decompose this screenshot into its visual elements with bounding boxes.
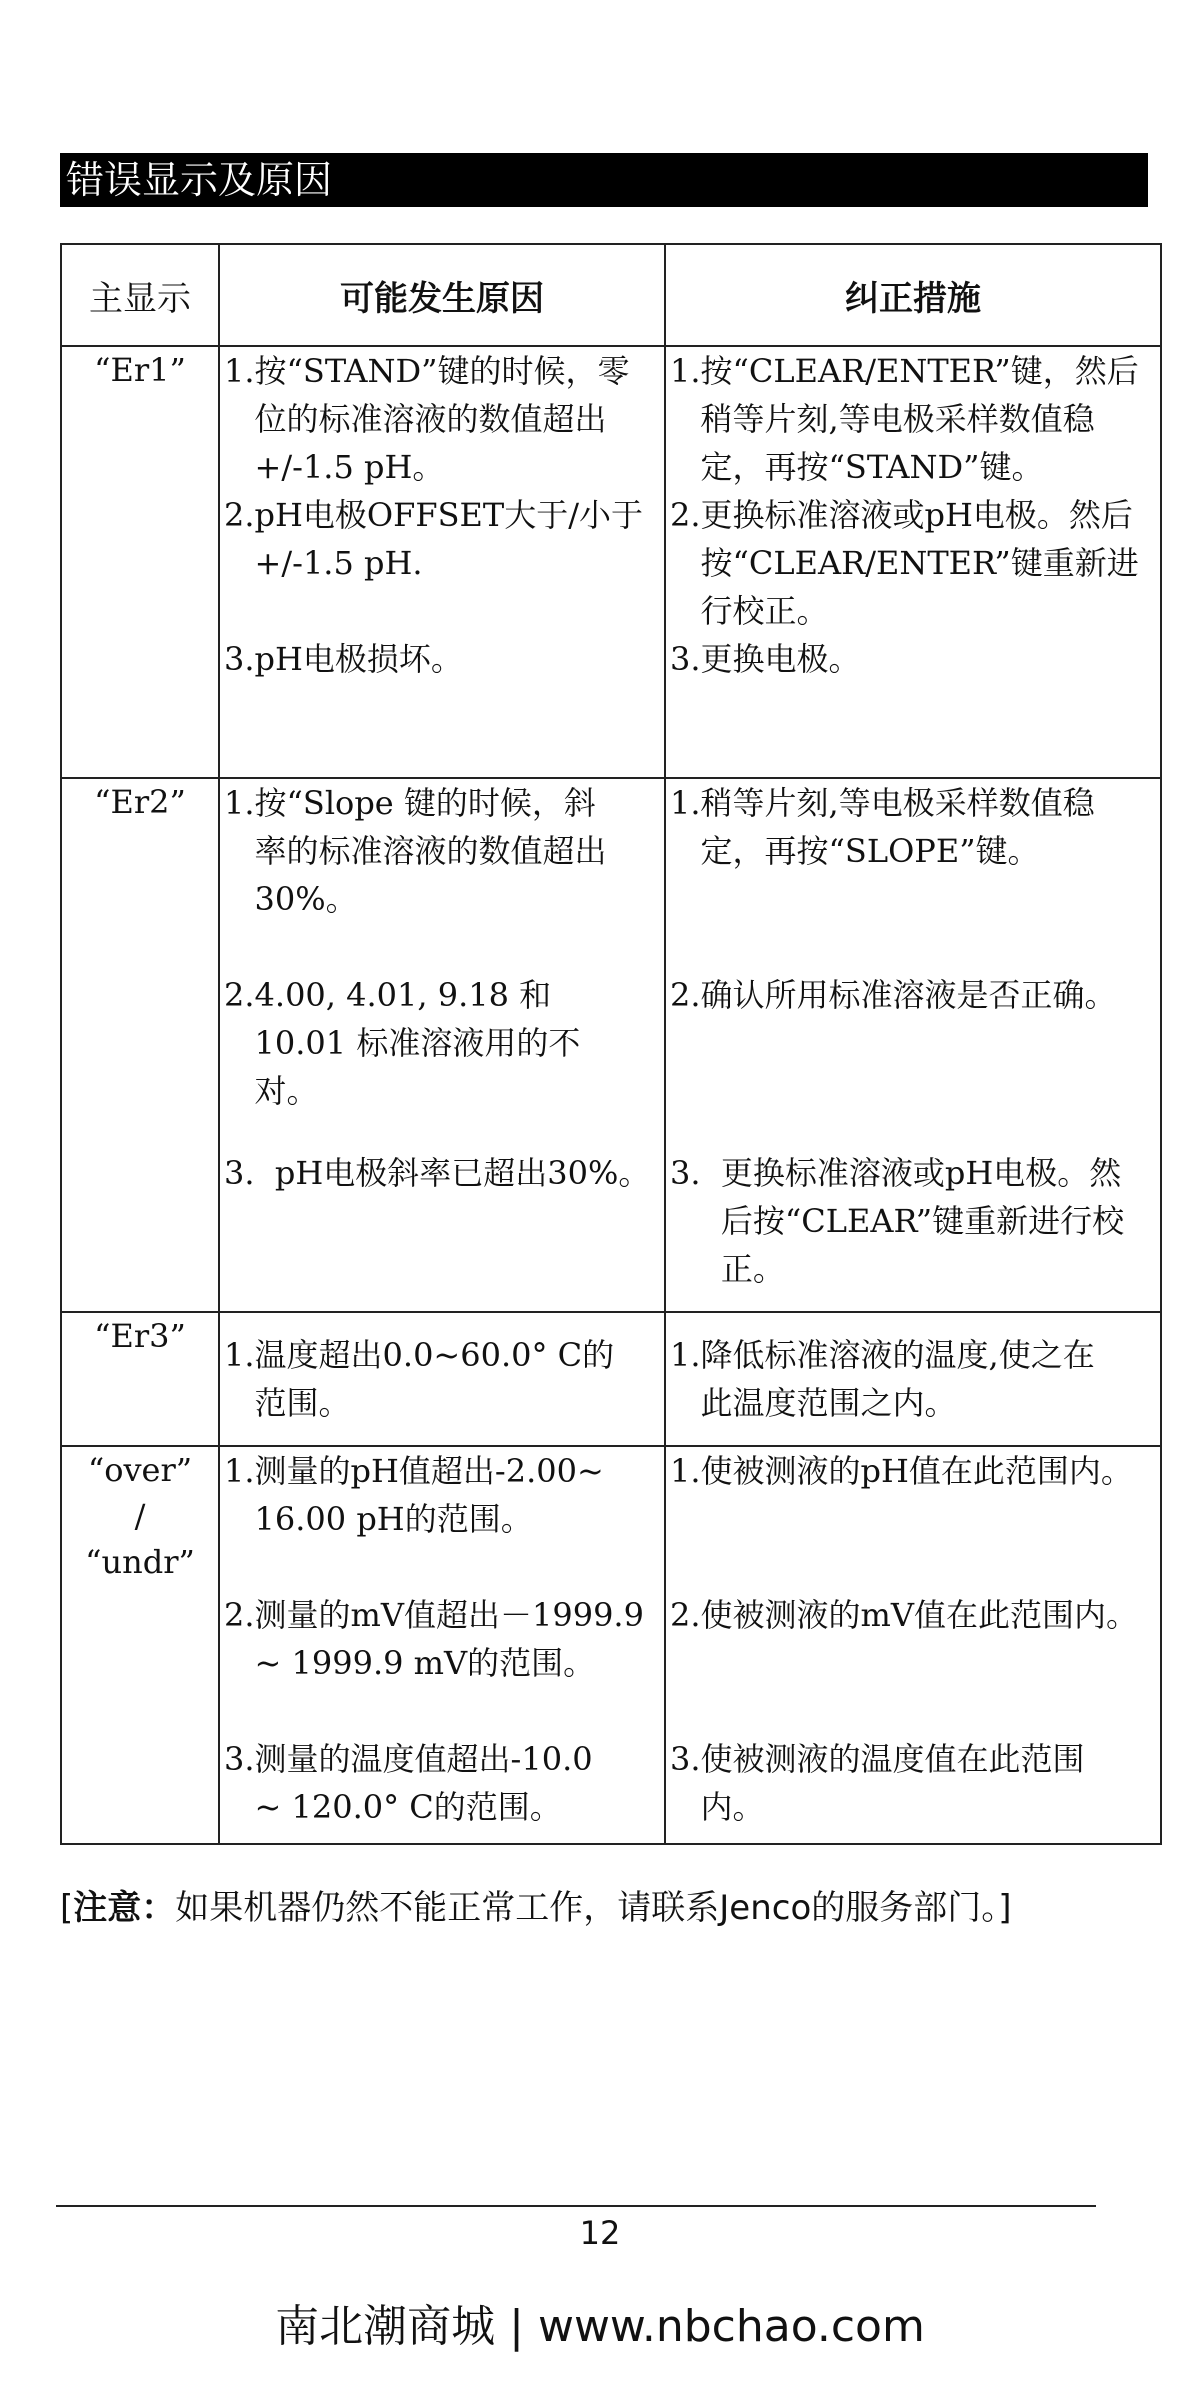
list-item: 3. 更换电极。	[670, 640, 861, 678]
list-item: 1. 温度超出0.0~60.0° C的 范围。	[224, 1336, 615, 1422]
fixes-cell	[665, 1446, 1161, 1844]
list-item: 2. pH电极OFFSET大于/小于 +/-1.5 pH.	[224, 496, 643, 582]
header-main-display: 主显示	[61, 244, 219, 346]
list-item: 3. 测量的温度值超出-10.0 ~ 120.0° C的范围。	[224, 1740, 593, 1826]
note-label: 注意：	[73, 1888, 176, 1928]
note	[60, 1880, 1012, 1929]
causes-cell	[219, 778, 665, 1312]
list-item: 3. pH电极损坏。	[224, 640, 463, 678]
table-row	[61, 1312, 1161, 1446]
table-header-row	[61, 244, 1161, 346]
section-title: 错误显示及原因	[60, 153, 1148, 207]
list-item: 1. 按“Slope 键的时候，斜 率的标准溶液的数值超出 30%。	[224, 784, 607, 918]
causes-cell	[219, 346, 665, 778]
table-row	[61, 346, 1161, 778]
error-code-er3: “Er3”	[61, 1312, 219, 1446]
fixes-cell	[665, 778, 1161, 1312]
list-item: 1. 降低标准溶液的温度,使之在 此温度范围之内。	[670, 1336, 1095, 1422]
causes-cell	[219, 1312, 665, 1446]
error-code-over-undr: “over” / “undr”	[61, 1446, 219, 1844]
causes-cell	[219, 1446, 665, 1844]
header-possible-cause: 可能发生原因	[219, 244, 665, 346]
note-open-bracket: [	[60, 1888, 74, 1928]
list-item: 3. 更换标准溶液或pH电极。然 后按“CLEAR”键重新进行校 正。	[670, 1154, 1125, 1288]
table-row	[61, 778, 1161, 1312]
table-row	[61, 1446, 1161, 1844]
list-item: 2. 使被测液的mV值在此范围内。	[670, 1596, 1138, 1634]
footer-divider	[56, 2205, 1096, 2207]
list-item: 1. 使被测液的pH值在此范围内。	[670, 1452, 1133, 1490]
error-code-er1: “Er1”	[61, 346, 219, 778]
watermark: 南北潮商城 | www.nbchao.com	[275, 2301, 925, 2352]
list-item: 1. 按“CLEAR/ENTER”键，然后 稍等片刻,等电极采样数值稳 定，再按“STAND”键。	[670, 352, 1139, 486]
fixes-cell	[665, 346, 1161, 778]
list-item: 2. 更换标准溶液或pH电极。然后 按“CLEAR/ENTER”键重新进 行校正。	[670, 496, 1139, 630]
list-item: 1. 按“STAND”键的时候，零 位的标准溶液的数值超出 +/-1.5 pH。	[224, 352, 630, 486]
list-item: 1. 稍等片刻,等电极采样数值稳 定，再按“SLOPE”键。	[670, 784, 1095, 870]
fixes-cell	[665, 1312, 1161, 1446]
page-number: 12	[579, 2214, 621, 2252]
error-code-er2: “Er2”	[61, 778, 219, 1312]
note-text: 如果机器仍然不能正常工作，请联系Jenco的服务部门。]	[175, 1888, 1012, 1928]
list-item: 3. pH电极斜率已超出30%。	[224, 1154, 651, 1192]
list-item: 2. 4.00, 4.01, 9.18 和 10.01 标准溶液用的不 对。	[224, 976, 581, 1110]
error-table	[60, 243, 1162, 1845]
list-item: 3. 使被测液的温度值在此范围 内。	[670, 1740, 1085, 1826]
list-item: 2. 确认所用标准溶液是否正确。	[670, 976, 1117, 1014]
list-item: 2. 测量的mV值超出－1999.9 ~ 1999.9 mV的范围。	[224, 1596, 644, 1682]
header-correction: 纠正措施	[665, 244, 1161, 346]
list-item: 1. 测量的pH值超出-2.00~ 16.00 pH的范围。	[224, 1452, 604, 1538]
